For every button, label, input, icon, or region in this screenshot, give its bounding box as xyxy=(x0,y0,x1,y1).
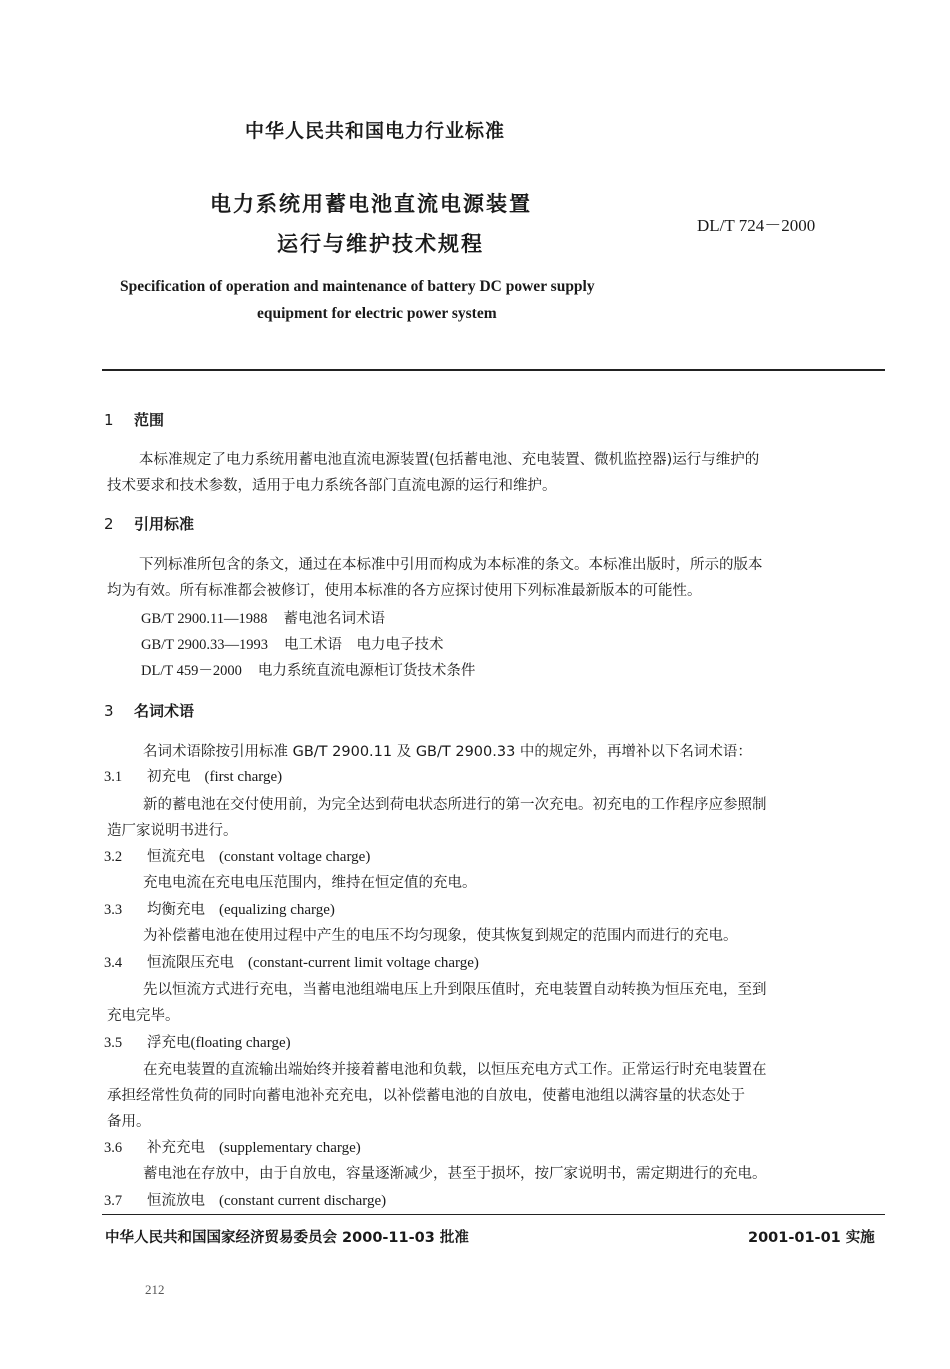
term-english: (constant-current limit voltage charge) xyxy=(248,955,479,971)
term-heading xyxy=(104,765,282,786)
reference-code: GB/T 2900.11—1988 xyxy=(141,611,268,627)
section-2-number: 2 xyxy=(104,515,114,533)
term-definition-line: 造厂家说明书进行。 xyxy=(107,823,238,839)
term-number: 3.5 xyxy=(104,1035,123,1051)
term-number: 3.7 xyxy=(104,1193,123,1209)
term-number: 3.2 xyxy=(104,849,123,865)
term-definition-line: 充电电流在充电电压范围内，维持在恒定值的充电。 xyxy=(143,875,477,891)
document-title-line1: 电力系统用蓄电池直流电源装置 xyxy=(210,192,532,216)
term-definition-line: 为补偿蓄电池在使用过程中产生的电压不均匀现象，使其恢复到规定的范围内而进行的充电。 xyxy=(143,928,738,944)
reference-title: 电力系统直流电源柜订货技术条件 xyxy=(257,663,476,679)
term-number: 3.1 xyxy=(104,769,123,785)
header-divider xyxy=(102,369,885,371)
section-3-intro: 名词术语除按引用标准 GB/T 2900.11 及 GB/T 2900.33 中的规定外，再增补以下名词术语： xyxy=(143,744,752,760)
term-definition-line: 先以恒流方式进行充电，当蓄电池组端电压上升到限压值时，充电装置自动转换为恒压充电，至到 xyxy=(143,982,767,998)
reference-title: 电工术语 电力电子技术 xyxy=(284,637,444,653)
term-heading xyxy=(104,951,479,972)
term-chinese: 初充电 xyxy=(147,769,191,785)
section-3-title: 名词术语 xyxy=(134,702,195,720)
term-number: 3.4 xyxy=(104,955,123,971)
section-2-title: 引用标准 xyxy=(134,515,195,533)
term-heading xyxy=(104,1136,361,1157)
reference-title: 蓄电池名词术语 xyxy=(283,611,385,627)
term-chinese: 恒流限压充电 xyxy=(147,955,234,971)
term-definition-line: 新的蓄电池在交付使用前，为完全达到荷电状态所进行的第一次充电。初充电的工作程序应参照制 xyxy=(143,797,767,813)
section-1-para-line1: 本标准规定了电力系统用蓄电池直流电源装置(包括蓄电池、充电装置、微机监控器)运行与维护的 xyxy=(139,452,760,468)
standard-code: DL/T 724－2000 xyxy=(697,216,816,235)
term-definition-line: 备用。 xyxy=(107,1114,151,1130)
reference-item xyxy=(141,607,385,628)
page-number: 212 xyxy=(145,1282,165,1297)
reference-item xyxy=(141,633,444,654)
section-2-heading xyxy=(104,513,194,534)
section-1-para-line2: 技术要求和技术参数，适用于电力系统各部门直流电源的运行和维护。 xyxy=(107,478,557,494)
term-english: (constant current discharge) xyxy=(219,1193,387,1209)
section-1-heading xyxy=(104,409,164,430)
implementation-date: 2001-01-01 实施 xyxy=(748,1230,875,1246)
term-english: (equalizing charge) xyxy=(219,902,335,918)
term-chinese: 浮充电 xyxy=(147,1035,191,1051)
section-3-heading xyxy=(104,700,194,721)
term-heading xyxy=(104,1031,291,1052)
term-definition-line: 充电完毕。 xyxy=(107,1008,180,1024)
footer-divider xyxy=(102,1214,885,1215)
approval-line: 中华人民共和国国家经济贸易委员会 2000-11-03 批准 xyxy=(105,1230,469,1246)
term-chinese: 恒流充电 xyxy=(147,849,205,865)
section-1-number: 1 xyxy=(104,411,114,429)
section-2-para-line2: 均为有效。所有标准都会被修订，使用本标准的各方应探讨使用下列标准最新版本的可能性。 xyxy=(107,583,702,599)
reference-code: GB/T 2900.33—1993 xyxy=(141,637,269,653)
section-1-title: 范围 xyxy=(134,411,165,429)
reference-code: DL/T 459－2000 xyxy=(141,663,242,679)
term-chinese: 恒流放电 xyxy=(147,1193,205,1209)
section-2-para-line1: 下列标准所包含的条文，通过在本标准中引用而构成为本标准的条文。本标准出版时，所示的版本 xyxy=(139,557,763,573)
issuing-body: 中华人民共和国电力行业标准 xyxy=(245,120,506,142)
term-english: (supplementary charge) xyxy=(219,1140,361,1156)
term-chinese: 补充充电 xyxy=(147,1140,205,1156)
term-heading xyxy=(104,1189,386,1210)
section-3-number: 3 xyxy=(104,702,114,720)
term-english: (first charge) xyxy=(204,769,283,785)
term-number: 3.6 xyxy=(104,1140,123,1156)
term-chinese: 均衡充电 xyxy=(147,902,205,918)
term-definition-line: 蓄电池在存放中，由于自放电，容量逐渐减少，甚至于损坏，按厂家说明书，需定期进行的充电。 xyxy=(143,1166,767,1182)
term-heading xyxy=(104,898,335,919)
term-heading xyxy=(104,845,370,866)
term-definition-line: 在充电装置的直流输出端始终并接着蓄电池和负载，以恒压充电方式工作。正常运行时充电装置在 xyxy=(143,1062,767,1078)
english-title-line1: Specification of operation and maintenance of battery DC power supply xyxy=(120,278,595,295)
reference-item xyxy=(141,659,475,680)
term-number: 3.3 xyxy=(104,902,123,918)
english-title-line2: equipment for electric power system xyxy=(257,305,497,322)
term-definition-line: 承担经常性负荷的同时向蓄电池补充充电，以补偿蓄电池的自放电，使蓄电池组以满容量的状态处于 xyxy=(107,1088,745,1104)
term-english: (floating charge) xyxy=(190,1035,291,1051)
document-title-line2: 运行与维护技术规程 xyxy=(277,232,484,256)
term-english: (constant voltage charge) xyxy=(219,849,371,865)
